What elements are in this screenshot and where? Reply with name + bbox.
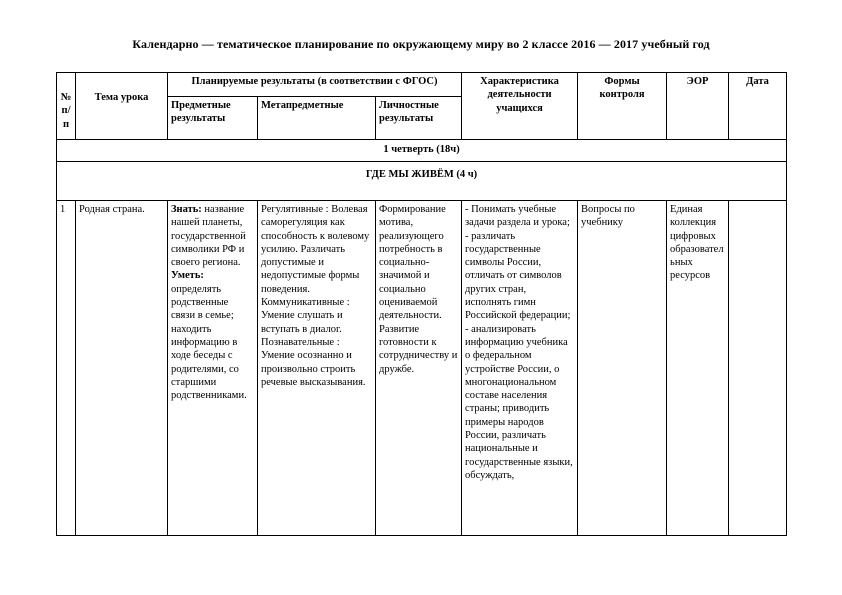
col-header-control: Формы контроля xyxy=(578,73,667,140)
lesson-eor: Единая коллекция цифровых образовательных ресурсов xyxy=(667,201,729,536)
col-header-topic: Тема урока xyxy=(76,73,168,140)
subject-know-text: название нашей планеты, государственной символики РФ и своего региона. xyxy=(171,204,246,269)
subject-can-text: определять родственные связи в семье; находить информацию в ходе беседы с родителями, со старшими родственниками. xyxy=(171,283,247,402)
col-header-num: № п/п xyxy=(57,73,76,140)
meta-communicative-label: Коммуникативные : xyxy=(261,297,350,309)
meta-regulatory-text: Волевая саморегуляция как способность к волевому усилию. Различать допустимые и недопустимые формы поведения. xyxy=(261,204,370,295)
table-row xyxy=(57,201,787,536)
col-header-activity: Характеристика деятельности учащихся xyxy=(462,73,578,140)
meta-regulatory-label: Регулятивные : xyxy=(261,204,329,215)
col-header-eor: ЭОР xyxy=(667,73,729,140)
header-row-1 xyxy=(57,73,787,97)
meta-communicative-text: Умение слушать и вступать в диалог. xyxy=(261,310,343,335)
col-header-subject: Предметные результаты xyxy=(168,97,258,140)
lesson-topic: Родная страна. xyxy=(76,201,168,536)
subject-can-label: Уметь: xyxy=(171,270,204,282)
section-row xyxy=(57,162,787,201)
quarter-row xyxy=(57,140,787,162)
section-title: ГДЕ МЫ ЖИВЁМ (4 ч) xyxy=(57,162,787,201)
lesson-num: 1 xyxy=(57,201,76,536)
lesson-personal-results: Формирование мотива, реализующего потребность в социально-значимой и социально оцениваемой деятельности. Развитие готовности к сотрудничеству и дружбе. xyxy=(376,201,462,536)
meta-cognitive-label: Познавательные : xyxy=(261,336,340,348)
lesson-activity: - Понимать учебные задачи раздела и урока; - различать государственные символы России, отличать от символов других стран, исполнять гимн Российской федерации; - анализировать информацию учебника о федеральном устройстве России, о многонациональном составе населения страны; приводить примеры народов России, различать национальные и государственные языки, обсуждать, xyxy=(462,201,578,536)
col-header-personal: Личностные результаты xyxy=(376,97,462,140)
col-header-planned: Планируемые результаты (в соответствии с ФГОС) xyxy=(168,73,462,97)
document-title: Календарно — тематическое планирование по окружающему миру во 2 классе 2016 — 2017 учебный год xyxy=(132,37,710,51)
lesson-meta-results xyxy=(258,201,376,536)
lesson-subject-results xyxy=(168,201,258,536)
quarter-label: 1 четверть (18ч) xyxy=(57,140,787,162)
col-header-meta: Метапредметные xyxy=(258,97,376,140)
lesson-control: Вопросы по учебнику xyxy=(578,201,667,536)
subject-know-label: Знать: xyxy=(171,204,202,215)
col-header-date: Дата xyxy=(729,73,787,140)
meta-cognitive-text: Умение осознанно и произвольно строить речевые высказывания. xyxy=(261,350,366,388)
lesson-date xyxy=(729,201,787,536)
planning-table xyxy=(56,72,787,536)
